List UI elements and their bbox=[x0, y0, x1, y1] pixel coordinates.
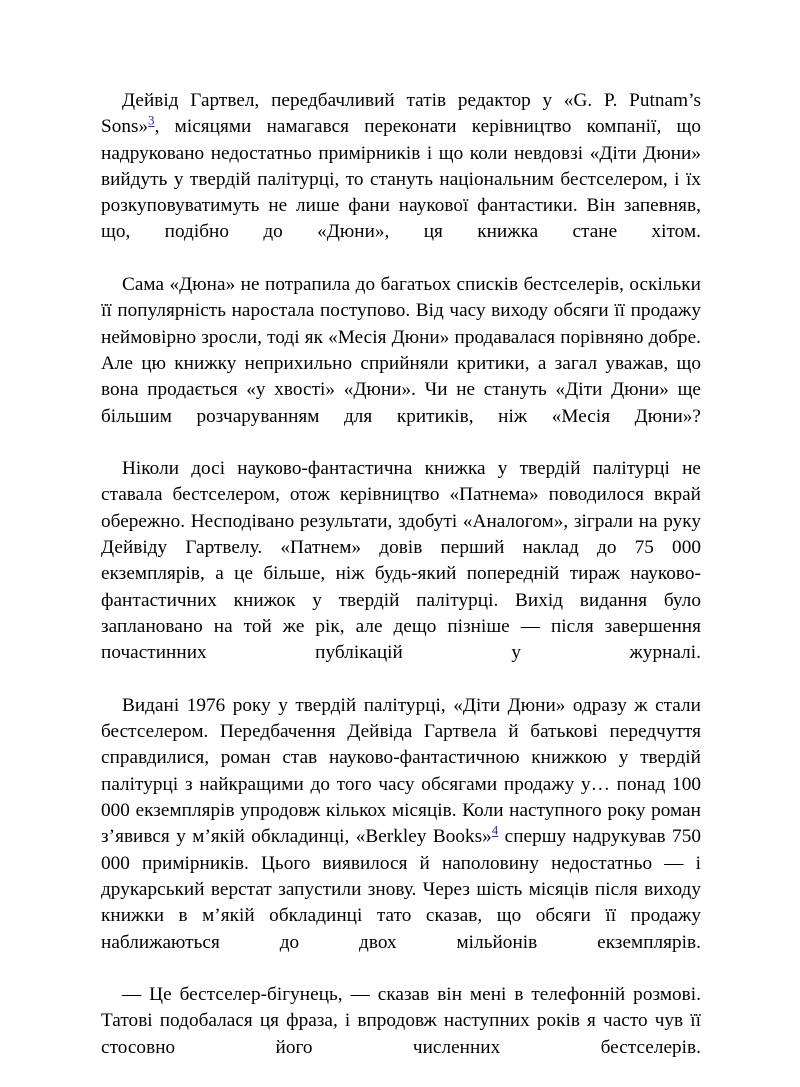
paragraph bbox=[101, 693, 701, 982]
text-run: спершу надрукував 750 000 примірників. Цього виявилося й наполовину недостатньо — і друкарський верстат запустили знову. Через шість місяців після виходу книжки в м’якій обкладинці тато сказав, що обсяги її продажу наближаються до двох мільйонів екземплярів. bbox=[101, 826, 701, 953]
footnote-link[interactable]: 3 bbox=[148, 113, 155, 128]
text-run: Сама «Дюна» не потрапила до багатьох списків бестселерів, оскільки її популярність наростала поступово. Від часу виходу обсяги її продажу неймовірно зросли, тоді як «Месія Дюни» продавалася порівняно добре. Але цю книжку неприхильно сприйняли критики, а загал уважав, що вона продається «у хвості» «Дюни». Чи не стануть «Діти Дюни» ще більшим розчаруванням для критиків, ніж «Месія Дюни»? bbox=[101, 274, 701, 427]
text-run: Дейвід Гартвел, передбачливий татів редактор у «G. P. Putnam’s Sons» bbox=[101, 90, 701, 138]
paragraph bbox=[101, 272, 701, 456]
text-run: Ніколи досі науково-фантастична книжка у твердій палітурці не ставала бестселером, отож керівництво «Патнема» поводилося вкрай обережно. Несподівано результати, здобуті «Аналогом», зіграли на руку Дейвіду Гартвелу. «Патнем» довів перший наклад до 75 000 екземплярів, а це більше, ніж будь-який попередній тираж науково-фантастичних книжок у твердій палітурці. Вихід видання було заплановано на той же рік, але дещо пізніше — після завершення почастинних публікацій у журналі. bbox=[101, 458, 701, 664]
paragraph bbox=[101, 456, 701, 693]
footnote-link[interactable]: 4 bbox=[491, 823, 499, 838]
text-run: — Це бестселер-бігунець, — сказав він мені в телефонній розмові. Татові подобалася ця фраза, і впродовж наступних років я часто чув її стосовно його численних бестселерів. bbox=[101, 984, 701, 1058]
paragraph bbox=[101, 88, 701, 272]
text-run: Видані 1976 року у твердій палітурці, «Діти Дюни» одразу ж стали бестселером. Передбачення Дейвіда Гартвела й батькові передчуття справдилися, роман став науково-фантастичною книжкою у твердій палітурці з найкращими до того часу обсягами продажу у… понад 100 000 екземплярів упродовж кількох місяців. Коли наступного року роман з’явився у м’якій обкладинці, «Berkley Books» bbox=[101, 694, 701, 848]
text-run: , місяцями намагався переконати керівництво компанії, що надруковано недостатньо примірників і що коли невдовзі «Діти Дюни» вийдуть у твердій палітурці, то стануть національним бестселером, і їх розкуповуватимуть не лише фани наукової фантастики. Він запевняв, що, подібно до «Дюни», ця книжка стане хітом. bbox=[101, 116, 701, 243]
body-text-column bbox=[101, 88, 701, 1087]
